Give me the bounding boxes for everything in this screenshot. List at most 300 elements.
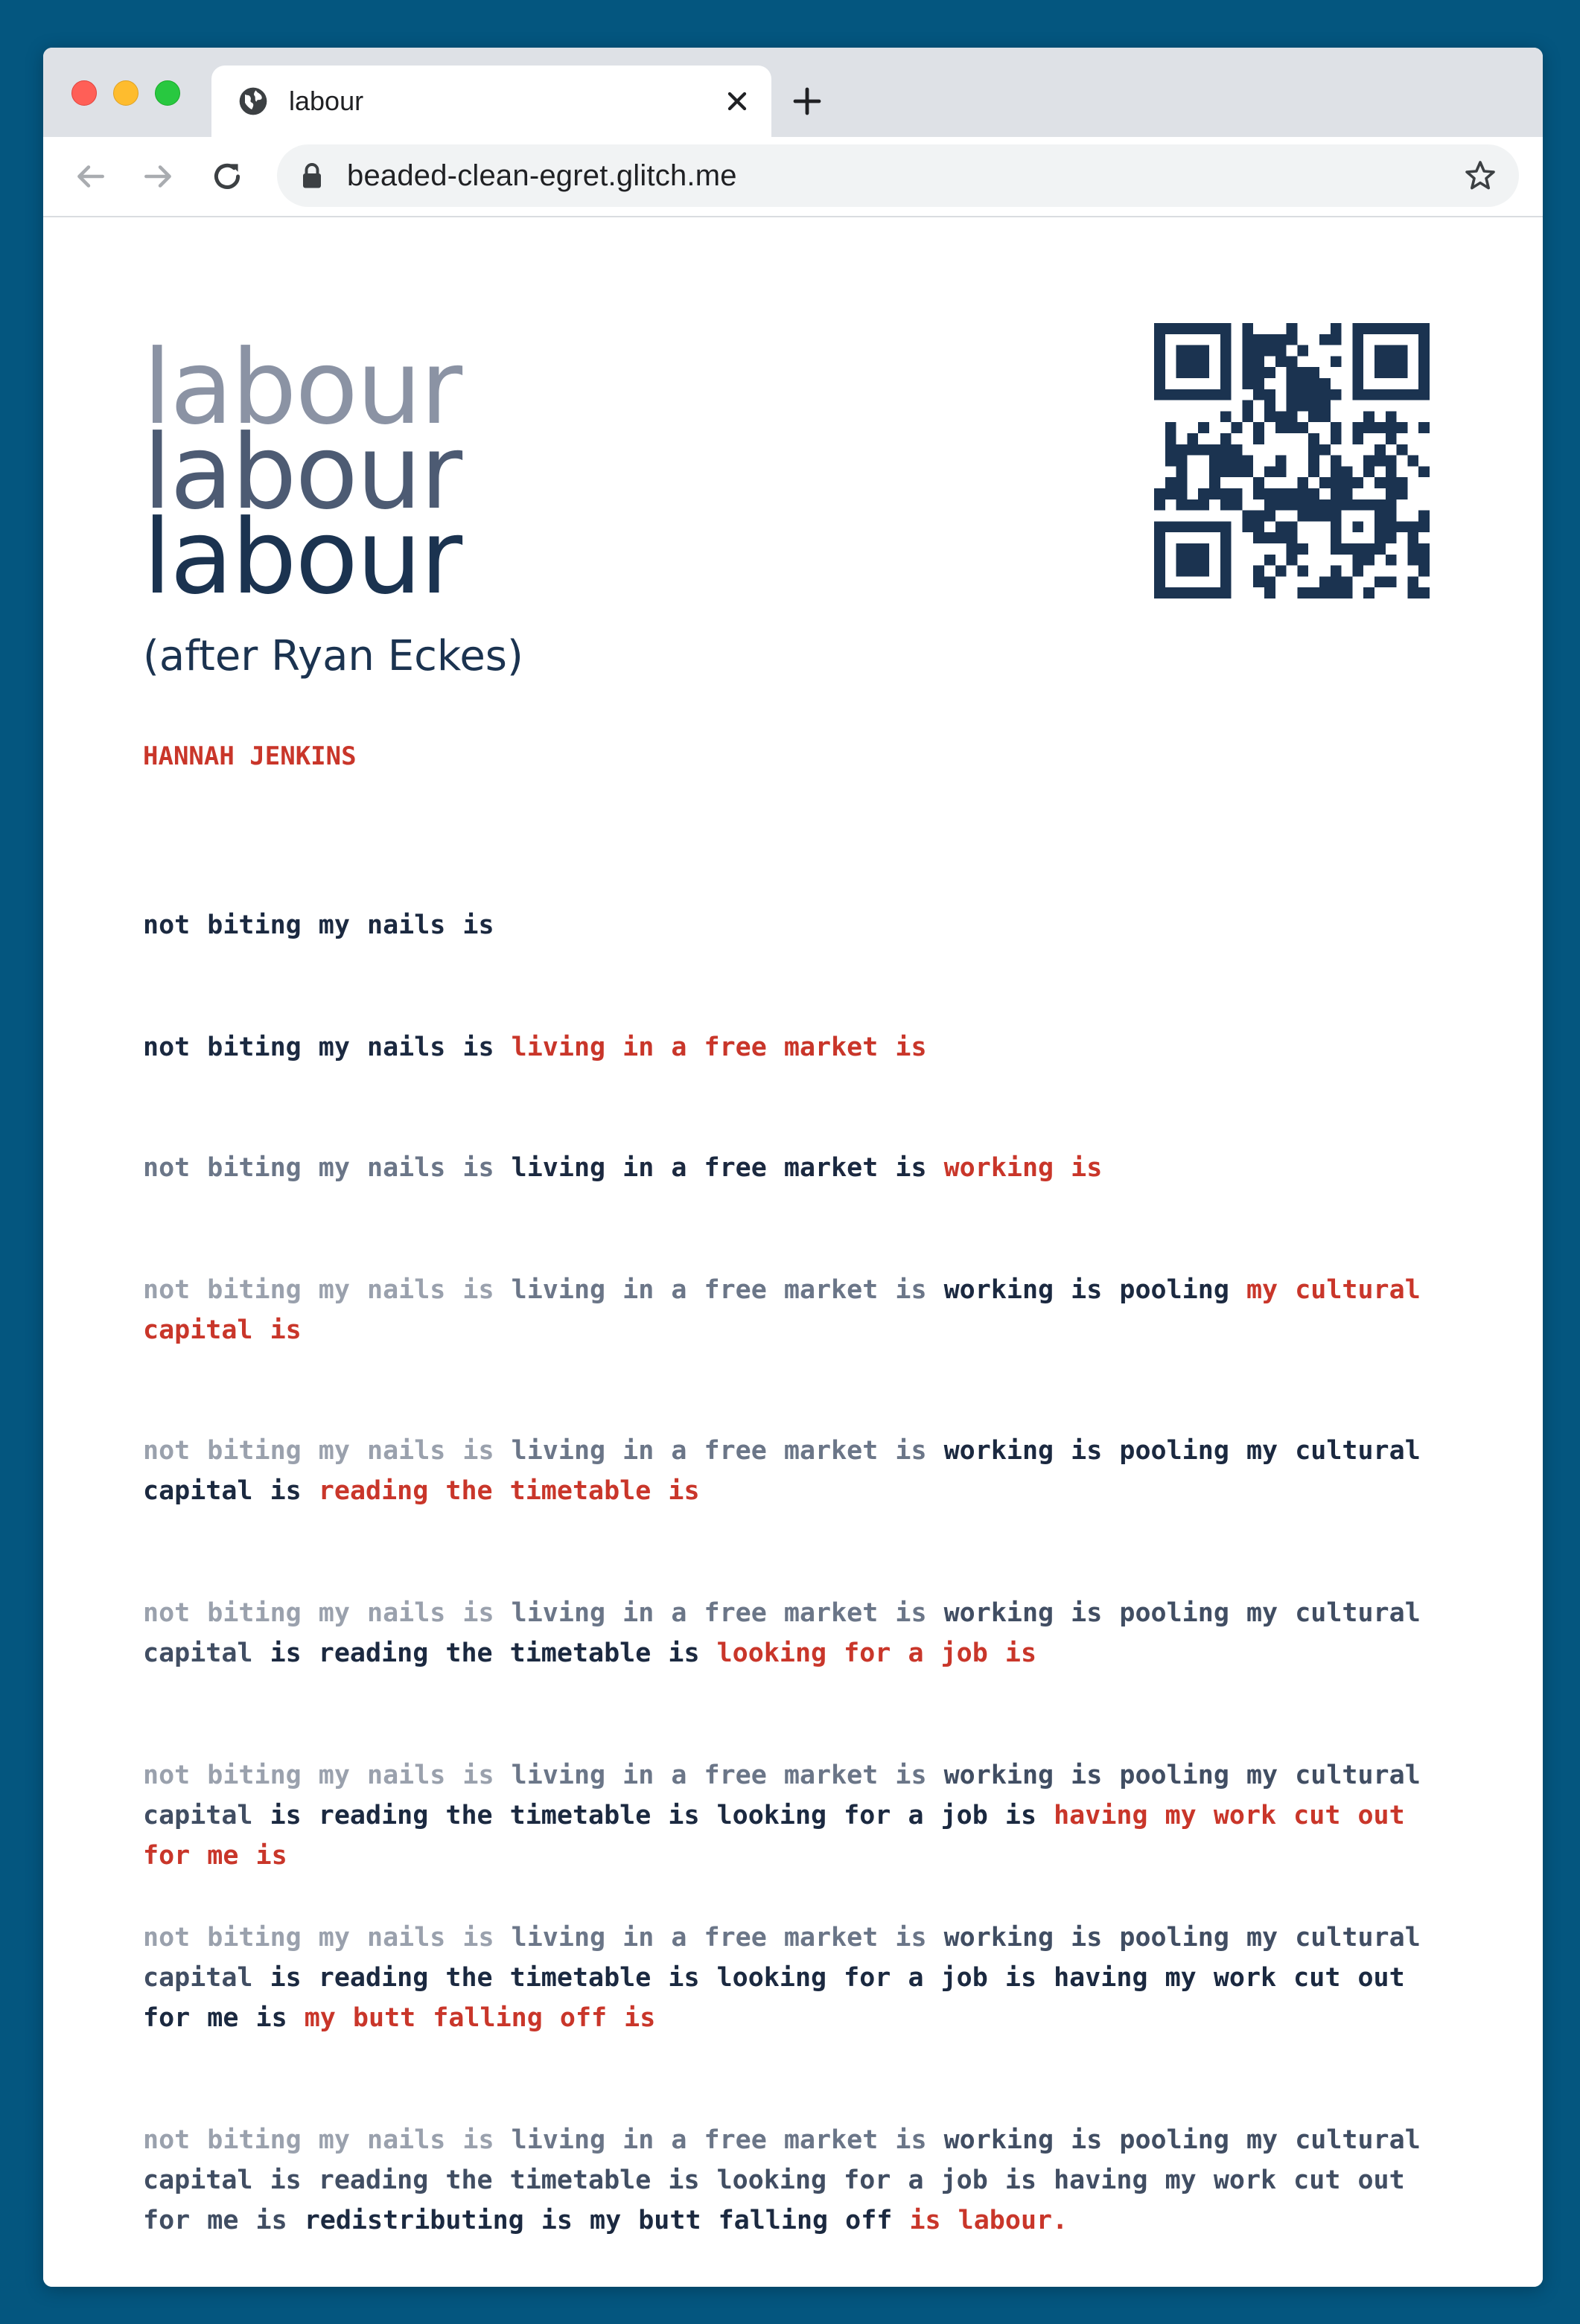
new-tab-plus-icon[interactable] xyxy=(789,83,825,119)
qr-module xyxy=(1342,587,1353,598)
qr-module xyxy=(1297,543,1308,555)
qr-module xyxy=(1386,511,1397,522)
qr-module xyxy=(1287,400,1298,412)
qr-module xyxy=(1308,378,1319,389)
poem-segment: looking for a job is xyxy=(716,1638,1037,1668)
qr-module xyxy=(1352,477,1363,488)
qr-module xyxy=(1342,543,1353,555)
qr-module xyxy=(1154,576,1165,587)
qr-module xyxy=(1176,521,1188,532)
qr-module xyxy=(1331,334,1342,345)
close-icon[interactable] xyxy=(722,86,752,116)
poem-segment: working is pooling my cultural capital xyxy=(143,2125,1421,2195)
poem-segment: working is pooling my cultural capital xyxy=(143,1923,1421,1993)
qr-module xyxy=(1386,532,1397,543)
qr-module xyxy=(1220,378,1232,389)
qr-module xyxy=(1242,456,1253,467)
qr-module xyxy=(1154,499,1165,511)
page-title xyxy=(143,328,462,617)
qr-module xyxy=(1198,543,1209,555)
qr-module xyxy=(1386,499,1397,511)
qr-module xyxy=(1220,521,1232,532)
qr-module xyxy=(1264,499,1275,511)
qr-module xyxy=(1331,499,1342,511)
qr-module xyxy=(1154,389,1165,400)
qr-module xyxy=(1319,334,1331,345)
address-bar[interactable] xyxy=(277,144,1519,207)
qr-module xyxy=(1253,566,1264,577)
qr-module xyxy=(1220,345,1232,357)
qr-module xyxy=(1386,555,1397,566)
qr-module xyxy=(1242,356,1253,367)
qr-module xyxy=(1187,367,1198,378)
browser-window xyxy=(43,48,1543,2287)
qr-module xyxy=(1407,389,1418,400)
qr-module xyxy=(1308,444,1319,456)
qr-module xyxy=(1232,422,1243,433)
qr-module xyxy=(1363,543,1374,555)
qr-module xyxy=(1308,499,1319,511)
qr-module xyxy=(1407,532,1418,543)
qr-module xyxy=(1331,566,1342,577)
qr-module xyxy=(1187,521,1198,532)
qr-module xyxy=(1319,444,1331,456)
qr-module xyxy=(1275,456,1287,467)
qr-module xyxy=(1220,411,1232,422)
qr-module xyxy=(1154,334,1165,345)
qr-module xyxy=(1352,422,1363,433)
qr-module xyxy=(1352,389,1363,400)
qr-module xyxy=(1154,378,1165,389)
qr-module xyxy=(1331,323,1342,334)
qr-module xyxy=(1220,367,1232,378)
qr-module xyxy=(1187,587,1198,598)
qr-module xyxy=(1407,543,1418,555)
qr-module xyxy=(1386,345,1397,357)
qr-module xyxy=(1308,511,1319,522)
qr-module xyxy=(1386,488,1397,499)
qr-module xyxy=(1386,356,1397,367)
qr-module xyxy=(1187,323,1198,334)
qr-module xyxy=(1386,466,1397,477)
qr-module xyxy=(1374,499,1386,511)
qr-module xyxy=(1319,499,1331,511)
qr-module xyxy=(1374,456,1386,467)
poem-segment: reading the timetable is xyxy=(318,1476,700,1506)
qr-module xyxy=(1275,334,1287,345)
qr-module xyxy=(1397,367,1408,378)
qr-module xyxy=(1331,511,1342,522)
qr-module xyxy=(1198,499,1209,511)
qr-module xyxy=(1319,411,1331,422)
qr-module xyxy=(1287,543,1298,555)
qr-module xyxy=(1331,456,1342,467)
qr-module xyxy=(1165,389,1176,400)
qr-module xyxy=(1187,389,1198,400)
qr-module xyxy=(1253,488,1264,499)
qr-module xyxy=(1287,411,1298,422)
poem-segment: my cultural capital is xyxy=(143,1275,1421,1345)
qr-module xyxy=(1418,466,1430,477)
tab-strip xyxy=(43,48,1543,137)
qr-module xyxy=(1154,555,1165,566)
qr-module xyxy=(1331,477,1342,488)
poem-segment: having my work cut out for me is xyxy=(143,1801,1405,1871)
qr-module xyxy=(1198,566,1209,577)
qr-module xyxy=(1242,367,1253,378)
qr-module xyxy=(1232,466,1243,477)
qr-module xyxy=(1275,488,1287,499)
poem-segment: is reading the timetable is looking for a job is having my work cut out for me is xyxy=(143,2165,1405,2235)
qr-module xyxy=(1253,389,1264,400)
poem-segment: is reading the timetable is looking for a job is xyxy=(270,1801,1054,1830)
qr-module xyxy=(1187,543,1198,555)
qr-module xyxy=(1176,444,1188,456)
qr-module xyxy=(1297,389,1308,400)
qr-module xyxy=(1352,323,1363,334)
qr-module xyxy=(1154,323,1165,334)
qr-module xyxy=(1374,345,1386,357)
poem-segment: living in a free market is xyxy=(511,2125,944,2155)
qr-module xyxy=(1331,466,1342,477)
qr-module xyxy=(1374,532,1386,543)
qr-module xyxy=(1297,587,1308,598)
qr-module xyxy=(1331,433,1342,444)
poem-segment: is reading the timetable is looking for a job is having my work cut out for me is xyxy=(143,1963,1405,2033)
poem-segment: not biting my nails is xyxy=(143,1760,512,1790)
url-text[interactable]: beaded-clean-egret.glitch.me xyxy=(347,159,737,192)
close-window-button[interactable] xyxy=(71,80,97,106)
qr-module xyxy=(1209,389,1220,400)
qr-module xyxy=(1397,422,1408,433)
qr-module xyxy=(1242,400,1253,412)
qr-module xyxy=(1418,521,1430,532)
qr-module xyxy=(1176,389,1188,400)
qr-module xyxy=(1198,521,1209,532)
qr-module xyxy=(1386,477,1397,488)
qr-module xyxy=(1275,466,1287,477)
poem-segment: not biting my nails is xyxy=(143,1275,512,1305)
qr-module xyxy=(1308,433,1319,444)
qr-module xyxy=(1198,488,1209,499)
author-name: HANNAH JENKINS xyxy=(143,741,357,771)
poem-segment: living in a free market is xyxy=(511,1153,944,1183)
qr-module xyxy=(1363,587,1374,598)
qr-module xyxy=(1418,378,1430,389)
qr-module xyxy=(1287,367,1298,378)
qr-module xyxy=(1198,444,1209,456)
qr-module xyxy=(1253,345,1264,357)
qr-module xyxy=(1176,456,1188,467)
qr-module xyxy=(1287,356,1298,367)
qr-module xyxy=(1297,488,1308,499)
qr-module xyxy=(1253,532,1264,543)
qr-module xyxy=(1176,466,1188,477)
qr-module xyxy=(1308,488,1319,499)
qr-module xyxy=(1198,555,1209,566)
qr-module xyxy=(1209,456,1220,467)
qr-module xyxy=(1331,521,1342,532)
qr-module xyxy=(1374,576,1386,587)
qr-module xyxy=(1187,555,1198,566)
qr-code xyxy=(1154,323,1430,598)
qr-module xyxy=(1386,367,1397,378)
qr-module xyxy=(1374,356,1386,367)
poem-stanza xyxy=(143,1593,1458,1673)
poem-segment: my butt falling off is xyxy=(304,2003,656,2033)
poem-segment: not biting my nails is xyxy=(143,1436,512,1466)
qr-module xyxy=(1242,323,1253,334)
qr-module xyxy=(1275,422,1287,433)
qr-module xyxy=(1154,367,1165,378)
qr-module xyxy=(1253,477,1264,488)
qr-module xyxy=(1342,576,1353,587)
qr-module xyxy=(1232,456,1243,467)
qr-module xyxy=(1176,587,1188,598)
qr-module xyxy=(1154,356,1165,367)
qr-module xyxy=(1352,566,1363,577)
tab-title: labour xyxy=(289,86,364,116)
qr-module xyxy=(1418,511,1430,522)
qr-module xyxy=(1342,466,1353,477)
qr-module xyxy=(1363,456,1374,467)
poem-stanza xyxy=(143,1270,1458,1350)
qr-module xyxy=(1418,566,1430,577)
poem-segment: is reading the timetable is xyxy=(270,1638,717,1668)
poem-segment: not biting my nails is xyxy=(143,910,494,940)
qr-module xyxy=(1209,466,1220,477)
qr-module xyxy=(1363,323,1374,334)
qr-module xyxy=(1352,555,1363,566)
qr-module xyxy=(1198,345,1209,357)
qr-module xyxy=(1418,587,1430,598)
qr-module xyxy=(1275,411,1287,422)
poem-segment: redistributing is my butt falling off xyxy=(304,2206,910,2235)
qr-module xyxy=(1352,499,1363,511)
poem-segment: not biting my nails is xyxy=(143,1153,512,1183)
qr-module xyxy=(1418,389,1430,400)
qr-module xyxy=(1275,566,1287,577)
qr-module xyxy=(1418,345,1430,357)
qr-module xyxy=(1331,532,1342,543)
qr-module xyxy=(1176,555,1188,566)
qr-module xyxy=(1297,367,1308,378)
title-line: labour xyxy=(143,412,462,532)
qr-module xyxy=(1287,555,1298,566)
qr-module xyxy=(1264,400,1275,412)
qr-module xyxy=(1253,367,1264,378)
lock-icon[interactable] xyxy=(301,162,323,189)
qr-module xyxy=(1297,511,1308,522)
qr-module xyxy=(1154,587,1165,598)
qr-module xyxy=(1264,411,1275,422)
reload-icon[interactable] xyxy=(208,158,246,195)
qr-module xyxy=(1253,576,1264,587)
qr-module xyxy=(1297,499,1308,511)
qr-module xyxy=(1264,488,1275,499)
qr-module xyxy=(1374,389,1386,400)
qr-module xyxy=(1319,378,1331,389)
qr-module xyxy=(1297,400,1308,412)
qr-module xyxy=(1418,323,1430,334)
qr-module xyxy=(1220,587,1232,598)
qr-module xyxy=(1397,488,1408,499)
qr-module xyxy=(1308,389,1319,400)
qr-module xyxy=(1297,477,1308,488)
qr-module xyxy=(1397,345,1408,357)
qr-module xyxy=(1342,488,1353,499)
qr-module xyxy=(1209,444,1220,456)
poem-segment: not biting my nails is xyxy=(143,1923,512,1953)
qr-module xyxy=(1242,334,1253,345)
page-subtitle: (after Ryan Eckes) xyxy=(143,632,523,680)
qr-module xyxy=(1352,521,1363,532)
qr-module xyxy=(1308,587,1319,598)
qr-module xyxy=(1176,543,1188,555)
minimize-window-button[interactable] xyxy=(113,80,138,106)
poem-stanza xyxy=(143,1918,1458,2038)
poem-segment: living in a free market is xyxy=(511,1598,944,1628)
qr-module xyxy=(1374,543,1386,555)
qr-module xyxy=(1308,367,1319,378)
qr-module xyxy=(1220,389,1232,400)
qr-module xyxy=(1287,334,1298,345)
qr-module xyxy=(1352,356,1363,367)
qr-module xyxy=(1198,367,1209,378)
qr-module xyxy=(1386,456,1397,467)
qr-module xyxy=(1319,389,1331,400)
poem-segment: working is pooling my cultural capital xyxy=(143,1598,1421,1668)
qr-module xyxy=(1287,532,1298,543)
qr-module xyxy=(1331,587,1342,598)
qr-module xyxy=(1209,521,1220,532)
qr-module xyxy=(1209,587,1220,598)
qr-module xyxy=(1220,532,1232,543)
poem-segment: living in a free market is xyxy=(511,1275,944,1305)
qr-module xyxy=(1198,356,1209,367)
qr-module xyxy=(1297,566,1308,577)
bookmark-star-icon[interactable] xyxy=(1462,158,1498,194)
poem-segment: not biting my nails is xyxy=(143,1598,512,1628)
qr-module xyxy=(1232,444,1243,456)
qr-module xyxy=(1275,345,1287,357)
maximize-window-button[interactable] xyxy=(155,80,180,106)
qr-module xyxy=(1352,367,1363,378)
qr-module xyxy=(1418,543,1430,555)
qr-module xyxy=(1198,587,1209,598)
qr-module xyxy=(1275,499,1287,511)
qr-module xyxy=(1198,422,1209,433)
qr-module xyxy=(1308,411,1319,422)
qr-module xyxy=(1386,521,1397,532)
qr-module xyxy=(1397,521,1408,532)
qr-module xyxy=(1220,576,1232,587)
qr-module xyxy=(1352,378,1363,389)
qr-module xyxy=(1220,433,1232,444)
qr-module xyxy=(1264,511,1275,522)
qr-module xyxy=(1374,367,1386,378)
qr-module xyxy=(1331,576,1342,587)
title-line: labour xyxy=(143,497,462,617)
qr-module xyxy=(1165,477,1176,488)
qr-module xyxy=(1165,488,1176,499)
qr-module xyxy=(1287,521,1298,532)
qr-module xyxy=(1220,334,1232,345)
qr-module xyxy=(1374,323,1386,334)
poem-segment: working is pooling xyxy=(943,1275,1246,1305)
qr-module xyxy=(1220,555,1232,566)
poem-segment: not biting my nails is xyxy=(143,1032,512,1062)
poem-segment: is labour. xyxy=(909,2206,1068,2235)
qr-module xyxy=(1242,411,1253,422)
qr-module xyxy=(1253,521,1264,532)
qr-module xyxy=(1176,356,1188,367)
qr-module xyxy=(1165,323,1176,334)
qr-module xyxy=(1275,532,1287,543)
qr-module xyxy=(1407,456,1418,467)
qr-module xyxy=(1352,334,1363,345)
qr-module xyxy=(1363,411,1374,422)
qr-module xyxy=(1165,521,1176,532)
qr-module xyxy=(1187,356,1198,367)
qr-module xyxy=(1253,356,1264,367)
poem-stanza xyxy=(143,1755,1458,1876)
qr-module xyxy=(1352,433,1363,444)
tab-labour[interactable] xyxy=(211,66,771,137)
qr-module xyxy=(1319,477,1331,488)
back-arrow-icon[interactable] xyxy=(71,158,109,195)
poem-stanza xyxy=(143,1027,1458,1067)
qr-module xyxy=(1363,466,1374,477)
qr-module xyxy=(1418,422,1430,433)
qr-module xyxy=(1374,521,1386,532)
poem-segment: living in a free market is xyxy=(511,1923,944,1953)
qr-module xyxy=(1386,389,1397,400)
qr-module xyxy=(1287,488,1298,499)
qr-module xyxy=(1176,323,1188,334)
qr-module xyxy=(1220,543,1232,555)
qr-module xyxy=(1386,576,1397,587)
forward-arrow-icon[interactable] xyxy=(140,158,177,195)
poem-segment: living in a free market is xyxy=(511,1760,944,1790)
qr-module xyxy=(1352,543,1363,555)
qr-module xyxy=(1418,555,1430,566)
qr-module xyxy=(1232,499,1243,511)
qr-module xyxy=(1198,389,1209,400)
qr-module xyxy=(1342,477,1353,488)
qr-module xyxy=(1418,356,1430,367)
qr-module xyxy=(1242,511,1253,522)
qr-module xyxy=(1165,433,1176,444)
qr-module xyxy=(1154,488,1165,499)
qr-module xyxy=(1363,389,1374,400)
qr-module xyxy=(1287,378,1298,389)
qr-module xyxy=(1264,334,1275,345)
qr-module xyxy=(1363,422,1374,433)
qr-module xyxy=(1176,499,1188,511)
poem-segment: living in a free market is xyxy=(511,1032,927,1062)
poem-segment: working is xyxy=(943,1153,1103,1183)
qr-module xyxy=(1407,323,1418,334)
qr-module xyxy=(1363,499,1374,511)
title-line: labour xyxy=(143,328,462,447)
poem-segment: living in a free market is xyxy=(511,1436,944,1466)
qr-module xyxy=(1308,466,1319,477)
qr-module xyxy=(1187,433,1198,444)
qr-module xyxy=(1319,400,1331,412)
qr-module xyxy=(1154,543,1165,555)
qr-module xyxy=(1176,566,1188,577)
